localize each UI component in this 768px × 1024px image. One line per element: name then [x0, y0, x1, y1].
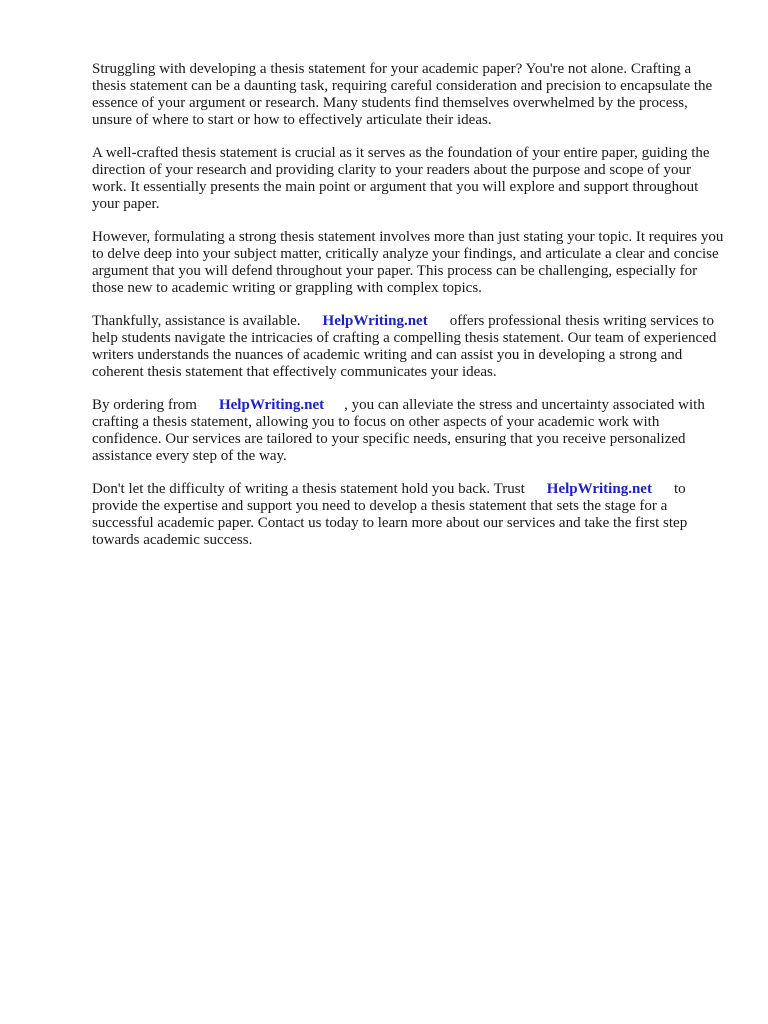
paragraph-1: Struggling with developing a thesis statement for your academic paper? You're not alone. Crafting a thesis statement can be a daunting task, requiring careful consideration and precision to encapsulate the essence of your argument or research. Many students find themselves overwhelmed by the process, unsure of where to start or how to effectively articulate their ideas.	[92, 61, 713, 128]
paragraph-2: A well-crafted thesis statement is crucial as it serves as the foundation of your entire paper, guiding the direction of your research and providing clarity to your readers about the purpose and scope of your work. It essentially presents the main point or argument that you will explore and support throughout your paper.	[92, 145, 710, 212]
paragraph-5	[92, 397, 728, 465]
paragraph-4-text-after: offers professional thesis writing services to help students navigate the intricacies of crafting a compelling thesis statement. Our team of experienced writers understands the nuances of academic writing and can assist you in developing a strong and coherent thesis statement that effectively communicates your ideas.	[92, 313, 717, 380]
paragraph-5-text-after: , you can alleviate the stress and uncertainty associated with crafting a thesis statement, allowing you to focus on other aspects of your academic work with confidence. Our services are tailored to your specific needs, ensuring that you receive personalized assistance every step of the way.	[92, 397, 705, 464]
paragraph-6	[92, 481, 728, 549]
paragraph-3: However, formulating a strong thesis statement involves more than just stating your topic. It requires you to delve deep into your subject matter, critically analyze your findings, and articulate a clear and concise argument that you will defend throughout your paper. This process can be challenging, especially for those new to academic writing or grappling with complex topics.	[92, 229, 724, 296]
helpwriting-link-3[interactable]: HelpWriting.net	[546, 481, 652, 497]
paragraph-4	[92, 313, 728, 381]
paragraph-5-text-before: By ordering from	[92, 397, 197, 413]
paragraph-6-text-after: to provide the expertise and support you need to develop a thesis statement that sets the stage for a successful academic paper. Contact us today to learn more about our services and take the first step towards academic success.	[92, 481, 688, 548]
helpwriting-link-1[interactable]: HelpWriting.net	[322, 313, 428, 329]
helpwriting-link-2[interactable]: HelpWriting.net	[218, 397, 325, 413]
paragraph-6-text-before: Don't let the difficulty of writing a thesis statement hold you back. Trust	[92, 481, 525, 497]
paragraph-4-text-before: Thankfully, assistance is available.	[92, 313, 301, 329]
